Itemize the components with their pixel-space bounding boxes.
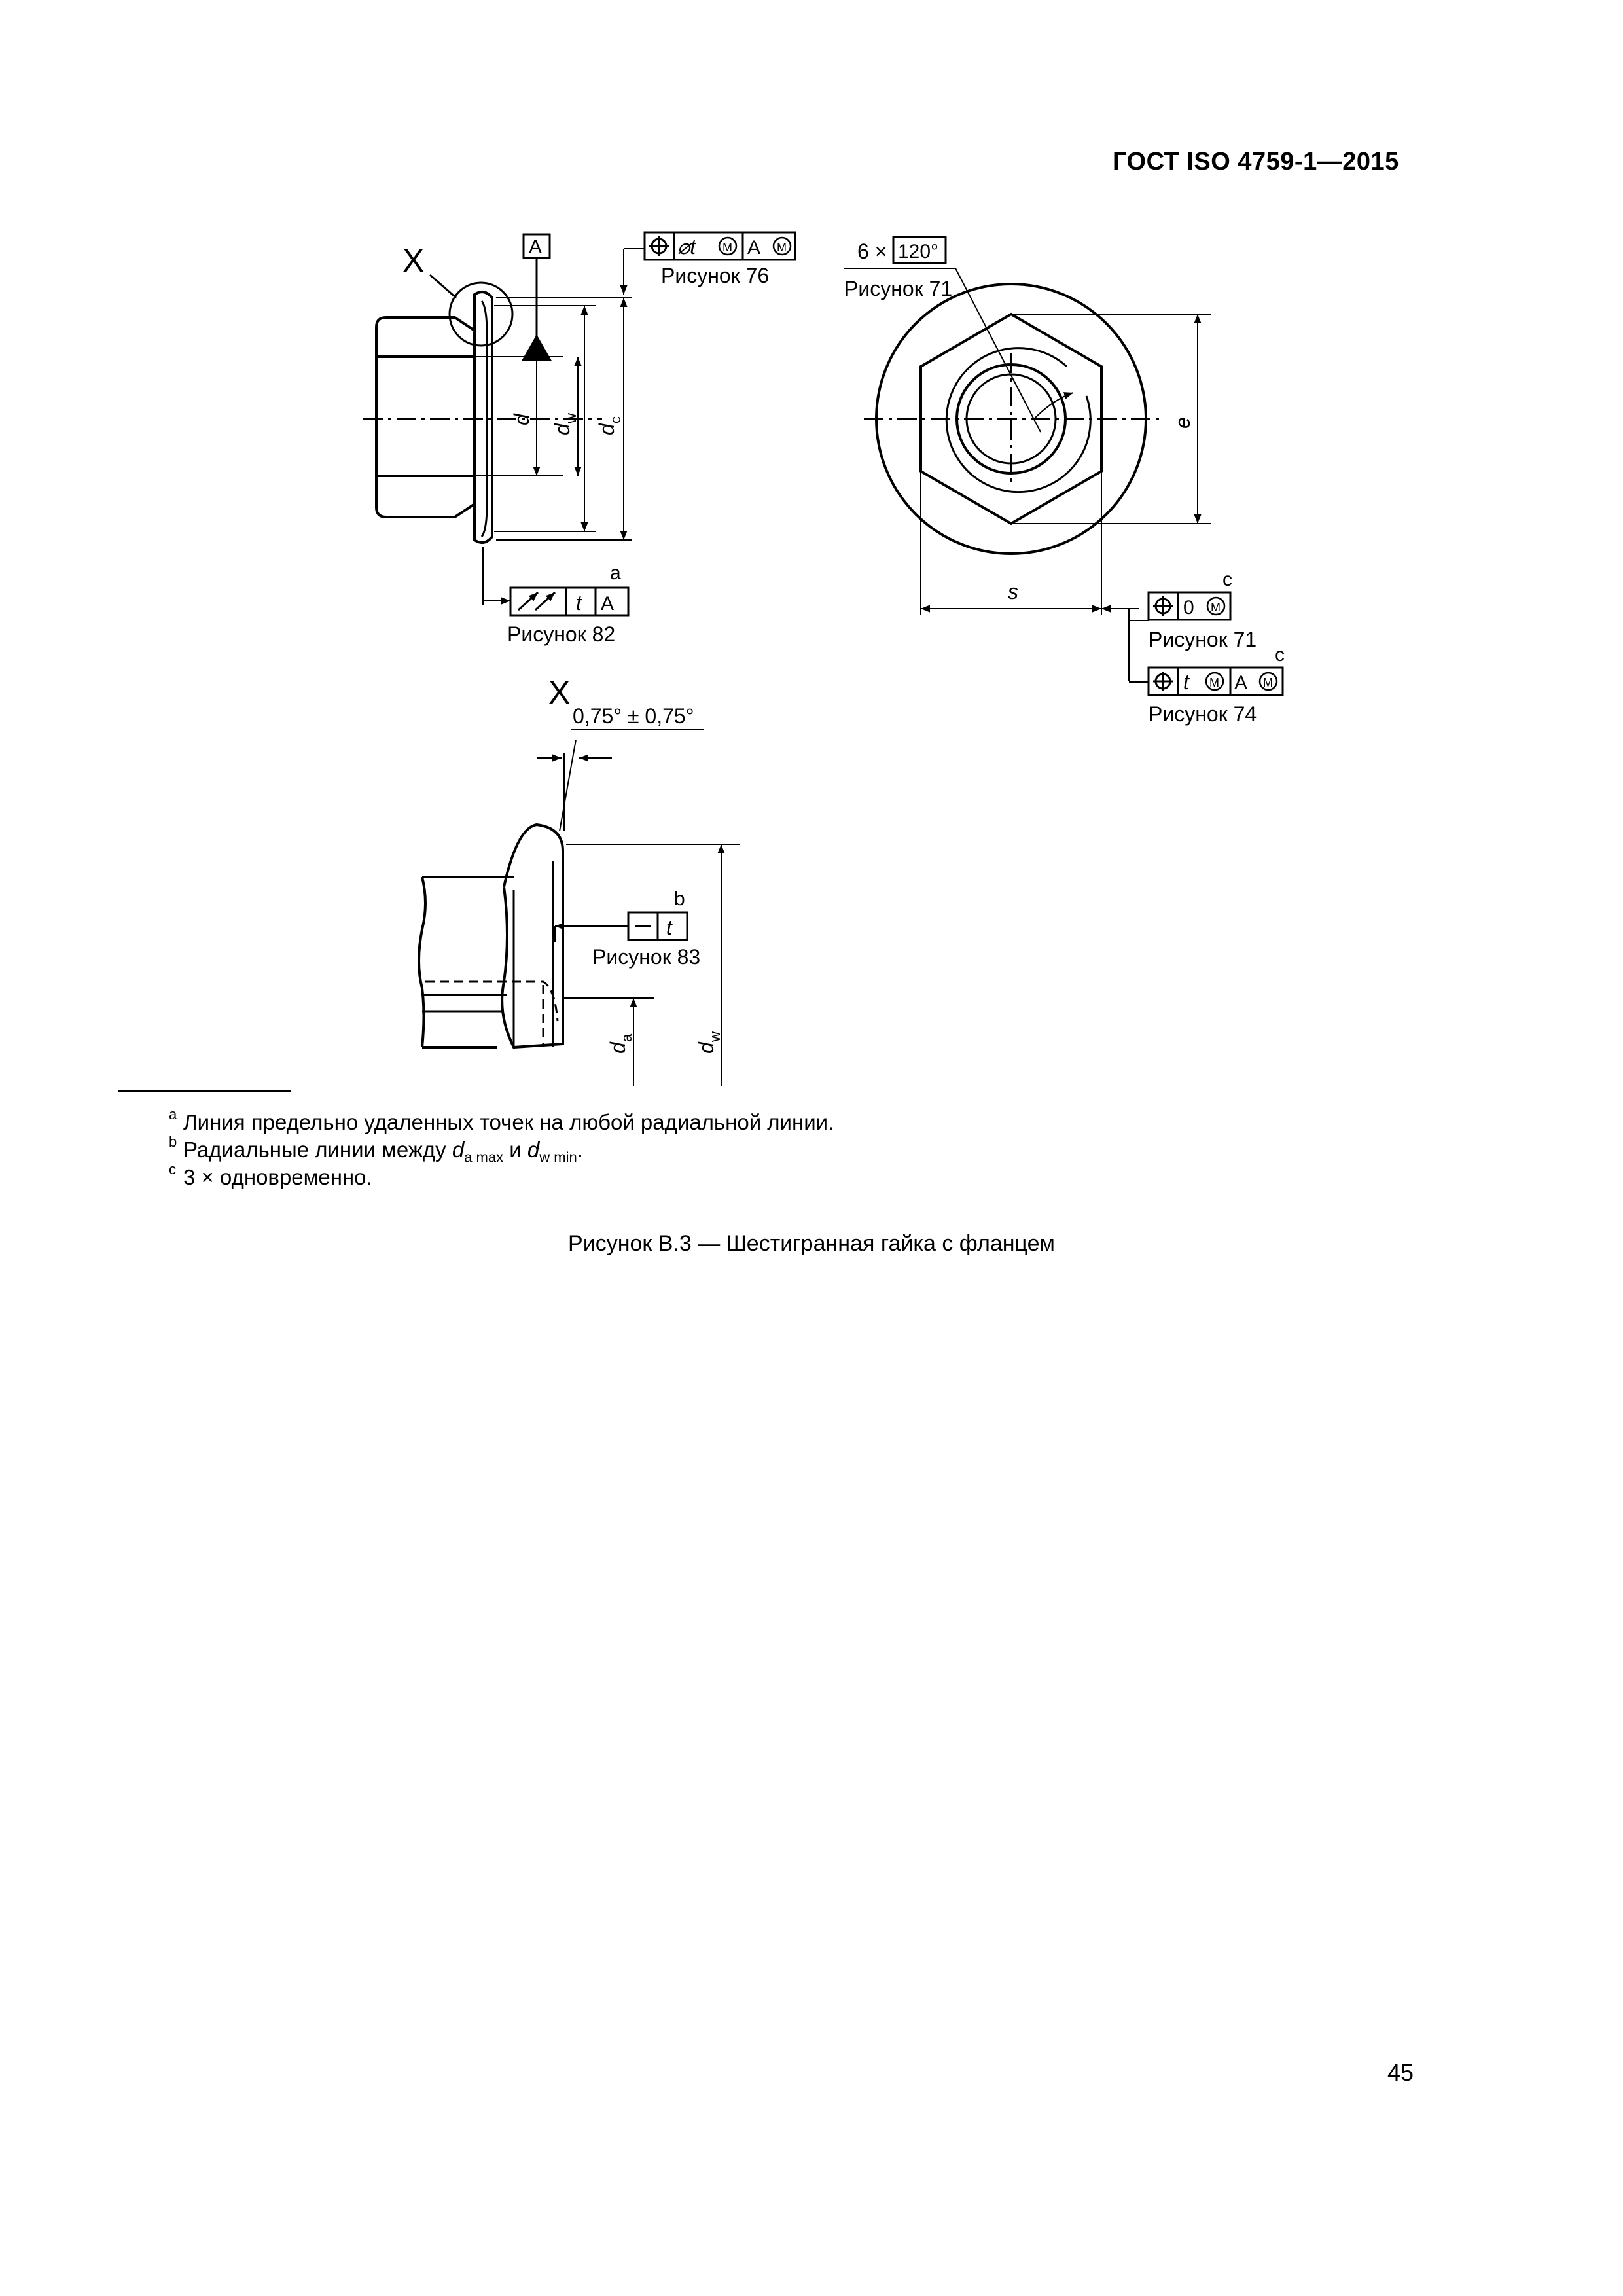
svg-text:c: c	[607, 416, 624, 423]
svg-text:w: w	[563, 413, 579, 423]
dim-d	[510, 413, 533, 425]
fcf74-tol: t	[1183, 670, 1189, 694]
top-view	[844, 237, 1283, 695]
footnote-text: Радиальные линии между	[183, 1138, 452, 1162]
fcf74-label: Рисунок 74	[1149, 702, 1257, 726]
mmc-m-4: M	[1209, 676, 1219, 689]
svg-text:d: d	[606, 1042, 630, 1054]
mmc-m-1: M	[722, 241, 732, 254]
footnote-mark: b	[169, 1134, 177, 1150]
svg-text:a: a	[618, 1033, 635, 1042]
footnote-text: и	[503, 1138, 527, 1162]
side-view	[363, 232, 795, 615]
svg-text:d: d	[550, 423, 574, 435]
angle-count: 6 ×	[857, 240, 887, 263]
mmc-m-2: M	[777, 241, 787, 254]
footnote-symbol: d	[452, 1138, 465, 1162]
fcf74-datum: A	[1234, 672, 1248, 694]
dim-dw	[550, 413, 579, 435]
fcf74-note: c	[1275, 644, 1285, 666]
fcf83-tol: t	[666, 916, 672, 939]
svg-text:e: e	[1171, 417, 1194, 429]
footnote-c	[169, 1161, 372, 1190]
fcf76-datum: A	[747, 237, 761, 259]
datum-a-label: A	[529, 236, 543, 258]
footnote-b	[169, 1134, 583, 1166]
angle-value: 120°	[898, 241, 939, 262]
fcf71-value: 0	[1183, 597, 1194, 619]
detail-view	[419, 730, 740, 1086]
fcf82-label: Рисунок 82	[507, 622, 616, 646]
footnote-symbol: d	[527, 1138, 540, 1162]
dim-e	[1171, 417, 1194, 429]
mmc-m-3: M	[1211, 601, 1221, 614]
detail-view-label: X	[548, 674, 571, 711]
svg-text:d: d	[510, 414, 533, 425]
fcf76-label: Рисунок 76	[661, 264, 770, 287]
fcf82-tol: t	[576, 591, 582, 615]
footnote-text: Линия предельно удаленных точек на любой радиальной линии.	[183, 1110, 834, 1134]
position-symbol-icon	[649, 236, 669, 256]
fcf83-label: Рисунок 83	[592, 945, 701, 969]
footnote-text: 3 × одновременно.	[183, 1165, 372, 1189]
mmc-m-5: M	[1263, 676, 1273, 689]
side-view-label: X	[402, 242, 425, 279]
footnote-mark: c	[169, 1161, 176, 1177]
footnote-sub: a max	[464, 1149, 504, 1166]
fcf71-label: Рисунок 71	[1149, 628, 1257, 651]
dim-dw-detail	[694, 1031, 723, 1054]
dim-da	[606, 1033, 635, 1054]
page-number: 45	[1387, 2059, 1414, 2086]
footnote-text: .	[577, 1138, 583, 1162]
footnote-rule	[118, 1090, 291, 1092]
footnote-mark: a	[169, 1106, 177, 1122]
fcf83-note: b	[674, 888, 685, 910]
fcf82-datum: A	[601, 593, 615, 615]
detail-angle-text: 0,75° ± 0,75°	[573, 704, 694, 728]
footnote-sub: w min	[539, 1149, 577, 1166]
figure-caption: Рисунок В.3 — Шестигранная гайка с фланцем	[568, 1231, 1055, 1256]
document-code-header: ГОСТ ISO 4759-1—2015	[1113, 148, 1399, 175]
svg-text:d: d	[595, 423, 618, 435]
footnote-a	[169, 1106, 834, 1135]
fcf82-note: a	[610, 562, 621, 584]
fcf71-note: c	[1222, 569, 1232, 590]
fcf76-tol: ⌀t	[677, 235, 696, 259]
svg-text:d: d	[694, 1042, 718, 1054]
dim-s: s	[1008, 580, 1018, 603]
angle-label: Рисунок 71	[844, 277, 953, 300]
svg-text:w: w	[707, 1031, 723, 1042]
technical-drawing	[0, 0, 1623, 1113]
